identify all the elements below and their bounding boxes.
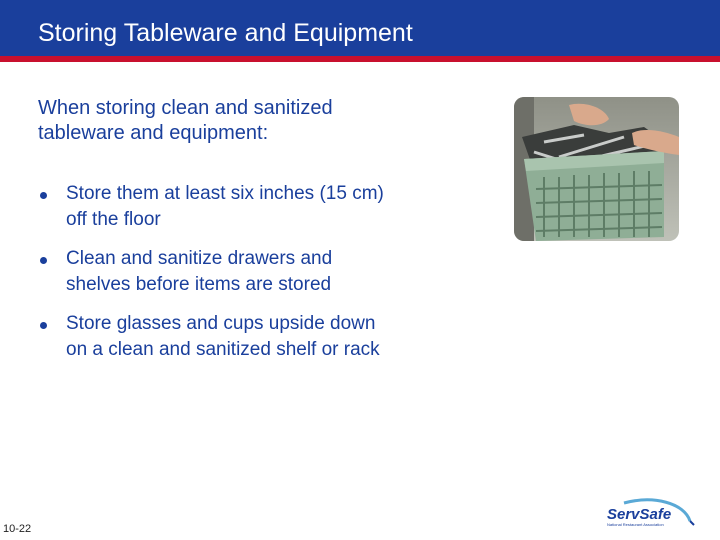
bullet-item bbox=[40, 311, 400, 363]
tableware-rack-photo bbox=[514, 97, 679, 241]
title-bar bbox=[0, 0, 720, 62]
lead-text: When storing clean and sanitized tableware and equipment: bbox=[38, 97, 333, 144]
page-number: 10-22 bbox=[3, 523, 32, 535]
bullet-item bbox=[40, 246, 400, 298]
title-accent-rule bbox=[0, 56, 720, 62]
bullet-text: Store glasses and cups upside down on a clean and sanitized shelf or rack bbox=[66, 313, 380, 360]
bullet-dot-icon bbox=[40, 192, 47, 199]
bullet-text: Store them at least six inches (15 cm) off the floor bbox=[66, 183, 384, 230]
servsafe-logo: ServSafe bbox=[607, 506, 672, 523]
servsafe-tagline: National Restaurant Association bbox=[607, 522, 664, 527]
bullet-dot-icon bbox=[40, 257, 47, 264]
bullet-dot-icon bbox=[40, 322, 47, 329]
rack-illustration bbox=[514, 97, 679, 241]
bullet-text: Clean and sanitize drawers and shelves before items are stored bbox=[66, 248, 333, 295]
bullet-list bbox=[40, 181, 400, 376]
bullet-item bbox=[40, 181, 400, 233]
slide-title: Storing Tableware and Equipment bbox=[38, 19, 413, 47]
